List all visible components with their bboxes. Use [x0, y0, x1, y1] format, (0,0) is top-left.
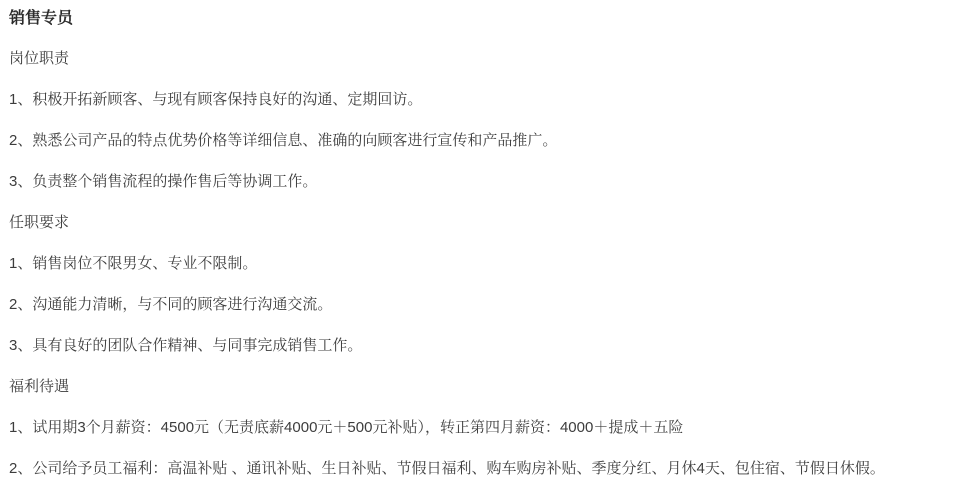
job-title: 销售专员 — [9, 10, 74, 27]
benefit-item-1: 1、试用期3个月薪资：4500元（无责底薪4000元＋500元补贴），转正第四月薪资：4000＋提成＋五险 — [9, 419, 684, 436]
responsibility-item-3: 3、负责整个销售流程的操作售后等协调工作。 — [9, 173, 318, 190]
section-heading-responsibilities: 岗位职责 — [9, 50, 70, 67]
responsibility-item-1: 1、积极开拓新顾客、与现有顾客保持良好的沟通、定期回访。 — [9, 91, 423, 108]
requirement-item-3: 3、具有良好的团队合作精神、与同事完成销售工作。 — [9, 337, 363, 354]
benefit-item-2: 2、公司给予员工福利：高温补贴 、通讯补贴、生日补贴、节假日福利、购车购房补贴、季度分红、月休4天、包住宿、节假日休假。 — [9, 460, 885, 477]
section-heading-benefits: 福利待遇 — [9, 378, 70, 395]
requirement-item-1: 1、销售岗位不限男女、专业不限制。 — [9, 255, 258, 272]
requirement-item-2: 2、沟通能力清晰，与不同的顾客进行沟通交流。 — [9, 296, 333, 313]
section-heading-requirements: 任职要求 — [9, 214, 70, 231]
responsibility-item-2: 2、熟悉公司产品的特点优势价格等详细信息、准确的向顾客进行宣传和产品推广。 — [9, 132, 558, 149]
